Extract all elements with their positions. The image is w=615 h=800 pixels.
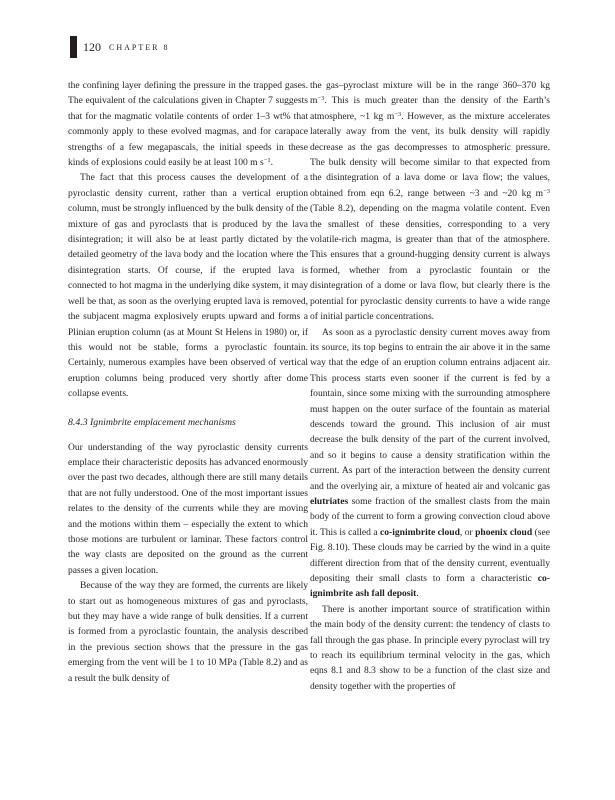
term-co-ignimbrite-ash-fall: co-ignimbrite ash fall deposit	[310, 573, 550, 600]
running-head	[70, 36, 169, 58]
paragraph-left-2: The fact that this process causes the development of a pyroclastic density current, rather than a vertical eruption column, must be strongly influenced by the bulk density of the mixture of gas and pyroclasts that is produced by the lava disintegration; it will also be at least partly dictated by the detailed geometry of the lava body and the location where the disintegration starts. Of course, if the erupted lava is connected to hot magma in the underlying dike system, it may well be that, as soon as the overlying erupted lava is removed, the subjacent magma explosively erupts upward and forms a Plinian eruption column (as at Mount St Helens in 1980) or, if this would not be stable, forms a pyroclastic fountain. Certainly, numerous examples have been observed of vertical eruption columns being produced very shortly after dome collapse events.	[68, 172, 308, 400]
chapter-label: CHAPTER 8	[109, 42, 170, 52]
left-column	[68, 78, 308, 686]
paragraph-left-1: the confining layer defining the pressure in the trapped gases. The equivalent of the calculations given in Chapter 7 suggests that for the magmatic volatile contents of order 1–3 wt% that commonly apply to these evolved magmas, and for carapace strengths of a few megapascals, the initial speeds in these kinds of explosions could easily be at least 100 m $s^{-1}$.	[68, 80, 308, 169]
paragraph-right-2: As soon as a pyroclastic density current moves away from its source, its top begins to entrain the air above it in the same way that the edge of an eruption column entrains adjacent air. This process starts even sooner if the current is fed by a fountain, since some mixing with the surrounding atmosphere must happen on the outer surface of the fountain as material descends toward the ground. This inclusion of air must decrease the bulk density of the part of the current involved, and so it begins to cause a density stratification within the current. As part of the interaction between the density current and the overlying air, a mixture of heated air and volcanic gas elutriates some fraction of the smallest clasts from the main body of the current to form a growing convection cloud above it. This is called a co-ignimbrite cloud, or phoenix cloud (see Fig. 8.10). These clouds may be carried by the wind in a quite different direction from that of the density current, eventually depositing their small clasts to form a characteristic co-ignimbrite ash fall deposit.	[310, 326, 550, 600]
section-heading: 8.4.3 Ignimbrite emplacement mechanisms	[68, 416, 236, 428]
term-phoenix-cloud: phoenix cloud	[475, 526, 533, 538]
term-co-ignimbrite-cloud: co-ignimbrite cloud	[380, 526, 460, 538]
header-bar	[70, 36, 77, 58]
page-number: 120	[83, 39, 101, 54]
paragraph-left-4: Because of the way they are formed, the currents are likely to start out as homogeneous mixtures of gas and pyroclasts, but they may have a wide range of bulk densities. If a current is formed from a pyroclastic fountain, the analysis described in the previous section shows that the pressure in the gas emerging from the vent will be 1 to 10 MPa (Table 8.2) and as a result the bulk density of	[68, 580, 308, 684]
paragraph-right-3: There is another important source of stratification within the main body of the density current: the tendency of clasts to fall through the gas phase. In principle every pyroclast will try to reach its equilibrium terminal velocity in the gas, which eqns 8.1 and 8.3 show to be a function of the clast size and density together with the properties of	[310, 603, 550, 692]
paragraph-left-3: Our understanding of the way pyroclastic density currents emplace their characteristic deposits has advanced enormously over the past two decades, although there are still many details that are not fully understood. One of the most important issues relates to the density of the currents while they are moving and the motions within them – especially the extent to which those motions are turbulent or laminar. These factors control the way clasts are deposited on the ground as the current passes a given location.	[68, 441, 308, 576]
paragraph-right-1: the gas–pyroclast mixture will be in the range 360–370 kg $m^{-3}$. This is much greater than the density of the Earth’s atmosphere, ~1 kg $m^{-3}$. However, as the mixture accelerates laterally away from the vent, its bulk density will rapidly decrease as the gas decompresses to atmospheric pressure. The bulk density will become similar to that expected from the disintegration of a lava dome or lava flow; the values, obtained from eqn 6.2, range between ~3 and ~20 kg $m^{-3}$ (Table 8.2), depending on the magma volatile content. Even the smallest of these densities, corresponding to a very volatile-rich magma, is greater than that of the atmosphere. This ensures that a ground-hugging density current is always formed, whether from a pyroclastic fountain or the disintegration of a dome or lava flow, but clearly there is the potential for pyroclastic density currents to have a wide range of initial particle concentrations.	[310, 80, 550, 323]
right-column	[310, 78, 550, 694]
term-elutriates: elutriates	[310, 495, 349, 507]
